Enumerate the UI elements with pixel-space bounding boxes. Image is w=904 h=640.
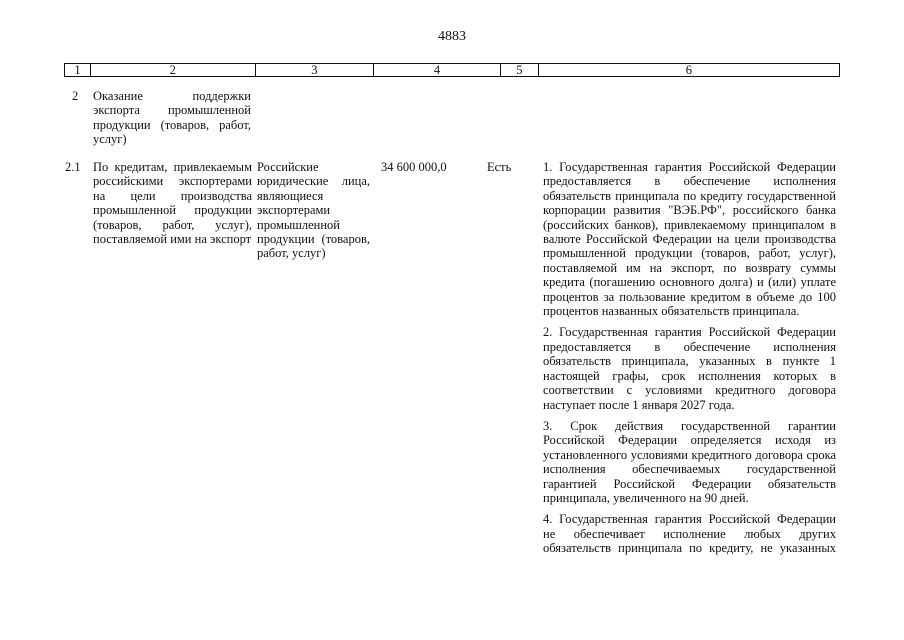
condition-paragraph-3: 3. Срок действия государственной гарантии Российской Федерации определяется исходя из установленного условиями кредитного договора срока исполнения обеспечиваемых государственной гарантией Российской Федерации обязательств принципала, увеличенного на 90 дней. xyxy=(543,418,836,505)
row-2-1-name: По кредитам, привлекаемым российскими экспортерами на цели производства промышленной продукции (товаров, работ, услуг), поставляемой ими на экспорт xyxy=(93,160,252,247)
row-2-name: Оказание поддержки экспорта промышленной продукции (товаров, работ, услуг) xyxy=(93,89,251,147)
row-2-1-amount: 34 600 000,0 xyxy=(381,160,447,174)
row-2-1-conditions xyxy=(543,160,836,556)
page-number: 4883 xyxy=(438,29,466,44)
table-header-row xyxy=(64,63,840,77)
header-col-2: 2 xyxy=(91,64,256,76)
header-col-3: 3 xyxy=(256,64,375,76)
header-col-4: 4 xyxy=(374,64,501,76)
row-2-number: 2 xyxy=(72,89,79,103)
row-2-1-number: 2.1 xyxy=(65,160,81,174)
row-2-1-regress: Есть xyxy=(487,160,512,174)
header-col-6: 6 xyxy=(685,63,693,77)
header-col-5: 5 xyxy=(501,64,539,76)
row-2-1-category: Российские юридические лица, являющиеся экспортерами промышленной продукции (товаров, работ, услуг) xyxy=(257,160,370,261)
condition-paragraph-2: 2. Государственная гарантия Российской Федерации предоставляется в обеспечение исполнения обязательств принципала, указанных в пункте 1 настоящей графы, срок исполнения которых в соответствии с условиями кредитного договора наступает после 1 января 2027 года. xyxy=(543,325,836,412)
condition-paragraph-4: 4. Государственная гарантия Российской Федерации не обеспечивает исполнение любых других обязательств принципала по кредиту, не указанных xyxy=(543,512,836,556)
header-col-1: 1 xyxy=(65,64,91,76)
condition-paragraph-1: 1. Государственная гарантия Российской Федерации предоставляется в обеспечение исполнения обязательств принципала по кредиту государственной корпорации развития "ВЭБ.РФ", российского банка (российских банков), привлекаемому принципалом в валюте Российской Федерации на цели производства промышленной продукции (товаров, работ, услуг), поставляемой им на экспорт, по возврату суммы кредита (погашению основного долга) и (или) уплате процентов за пользование кредитом в объеме до 100 процентов названных обязательств принципала. xyxy=(543,160,836,319)
